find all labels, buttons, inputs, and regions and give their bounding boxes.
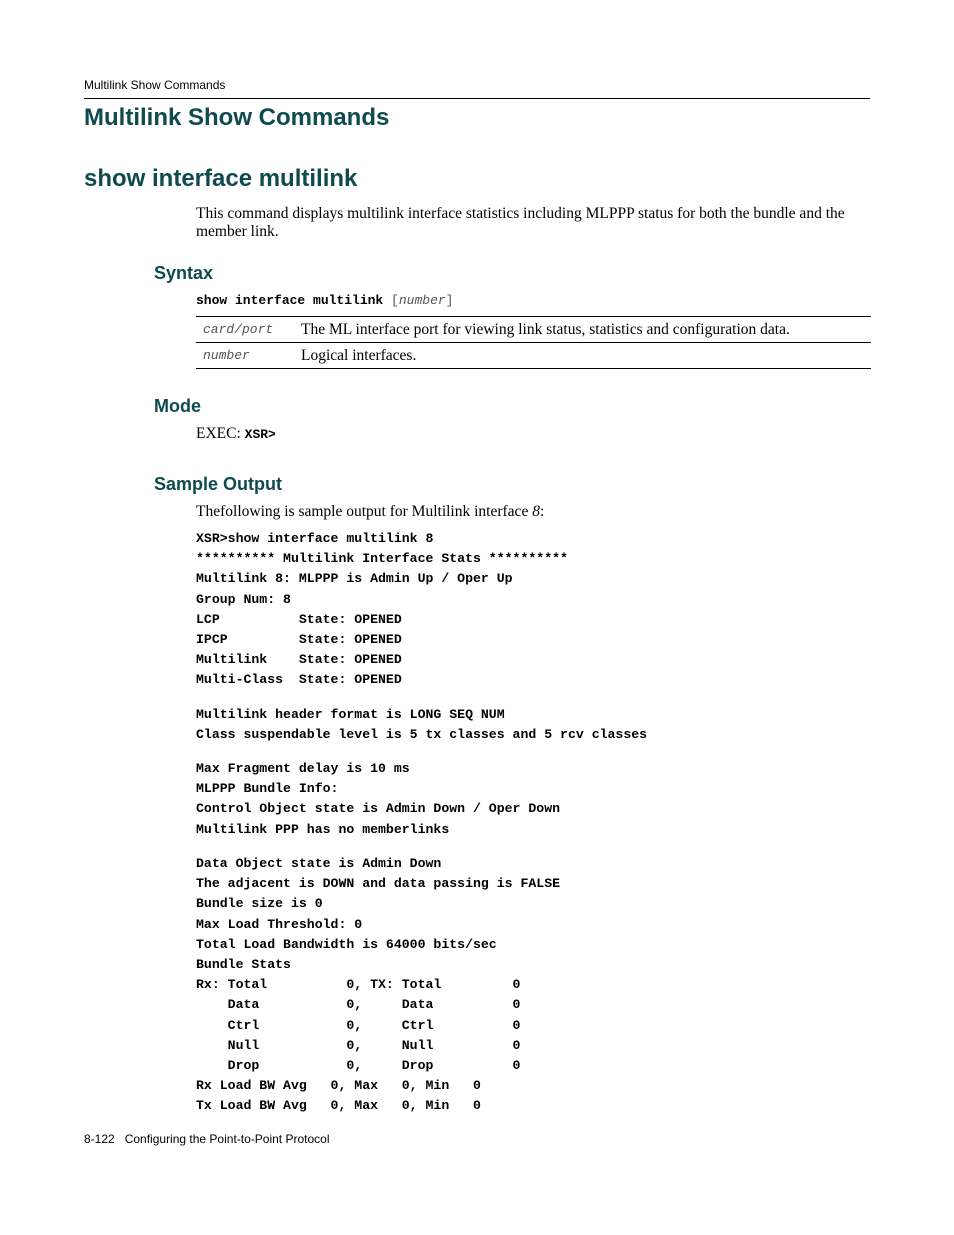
param-description: Logical interfaces. — [301, 343, 871, 369]
sample-intro-text: Thefollowing is sample output for Multilink interface — [196, 503, 529, 520]
syntax-close-bracket: ] — [445, 293, 454, 308]
mode-line — [196, 425, 276, 443]
mode-heading: Mode — [154, 396, 201, 416]
section-title: Multilink Show Commands — [84, 104, 390, 131]
sample-intro-number: 8 — [532, 503, 540, 520]
syntax-param: number — [398, 293, 446, 308]
syntax-open-bracket: [ — [391, 293, 399, 308]
sample-output-heading: Sample Output — [154, 474, 283, 494]
syntax-heading: Syntax — [154, 263, 214, 283]
sample-output-block-2: Multilink header format is LONG SEQ NUM Class suspendable level is 5 tx classes and 5 rcv classes — [196, 707, 648, 743]
syntax-line — [196, 293, 453, 308]
sample-output-block-1: XSR>show interface multilink 8 ********** Multilink Interface Stats ********** Multilink 8: MLPPP is Admin Up / Oper Up Group Num: 8 LCP State: OPENED IPCP State: OPENED Multilink State: OPENED Multi-Class State: OPENED — [196, 531, 568, 688]
table-row — [196, 343, 871, 369]
page-number: 8-122 — [84, 1132, 115, 1146]
command-title: show interface multilink — [84, 165, 358, 192]
param-name: number — [196, 343, 301, 369]
chapter-title: Configuring the Point-to-Point Protocol — [124, 1132, 330, 1146]
header-rule — [84, 98, 870, 99]
running-header: Multilink Show Commands — [84, 78, 226, 92]
command-description: This command displays multilink interface statistics including MLPPP status for both the bundle and the member link. — [196, 205, 845, 240]
sample-intro-end: : — [539, 503, 545, 520]
syntax-command: show interface multilink — [196, 293, 384, 308]
mode-label: EXEC: — [196, 425, 241, 442]
sample-output-block-3: Max Fragment delay is 10 ms MLPPP Bundle Info: Control Object state is Admin Down / Oper Down Multilink PPP has no memberlinks — [196, 761, 561, 837]
parameter-table — [196, 316, 871, 369]
table-row — [196, 317, 871, 343]
page-footer — [84, 1132, 329, 1146]
mode-prompt: XSR> — [244, 427, 276, 442]
sample-intro — [196, 503, 870, 521]
param-name: card/port — [196, 317, 301, 343]
sample-output-block-4: Data Object state is Admin Down The adjacent is DOWN and data passing is FALSE Bundle size is 0 Max Load Threshold: 0 Total Load Bandwidth is 64000 bits/sec Bundle Stats Rx: Total 0, TX: Total 0 Data 0, Data 0 Ctrl 0, Ctrl 0 Null 0, Null 0 Drop 0, Drop 0 Rx Load BW Avg 0, Max 0, Min 0 Tx Load BW Avg 0, Max 0, Min 0 — [196, 856, 561, 1114]
param-description: The ML interface port for viewing link status, statistics and configuration data. — [301, 317, 871, 343]
